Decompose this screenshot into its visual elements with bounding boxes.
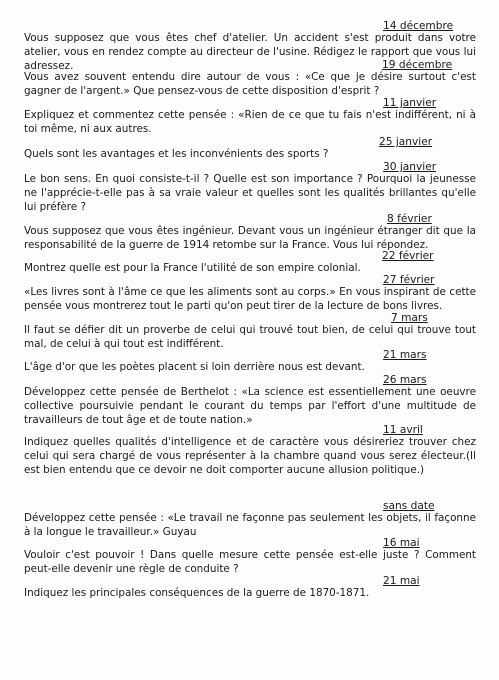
entry-date: 26 mars (383, 374, 427, 386)
entry-date: 30 janvier (383, 161, 437, 173)
entry-date: 27 février (383, 274, 435, 286)
entry-text: Vouloir c'est pouvoir ! Dans quelle mesure cette pensée est-elle juste ? Comment peut-elle devenir une règle de conduite ? (24, 549, 476, 575)
entry-date: sans date (383, 500, 435, 512)
entry-text: Développez cette pensée : «Le travail ne façonne pas seulement les objets, il façonne à la longue le travailleur.» Guyau (24, 512, 476, 538)
entry-date: 19 décembre (382, 59, 453, 71)
entry-date: 22 février (382, 250, 434, 262)
entry-date: 21 mai (383, 575, 420, 587)
entry-text: L'âge d'or que les poètes placent si loin derrière nous est devant. (24, 361, 365, 373)
entry-text: Quels sont les avantages et les inconvénients des sports ? (24, 148, 329, 160)
entry-text: Expliquez et commentez cette pensée : «Rien de ce que tu fais n'est indifférent, ni à toi même, ni aux autres. (24, 109, 476, 135)
entry-text: Développez cette pensée de Berthelot : «La science est essentiellement une oeuvre collective poursuivie pendant le courant du temps par l'effort d'une multitude de travailleurs de tout âge et de toute nation.» (24, 386, 476, 426)
entry-date: 21 mars (383, 349, 427, 361)
entry-text: Montrez quelle est pour la France l'utilité de son empire colonial. (24, 262, 361, 274)
entry-text: Vous avez souvent entendu dire autour de vous : «Ce que je désire surtout c'est gagner de l'argent.» Que pensez-vous de cette disposition d'esprit ? (24, 71, 476, 97)
entry-date: 16 mai (383, 537, 420, 549)
entry-date: 7 mars (391, 312, 428, 324)
entry-text: Vous supposez que vous êtes chef d'atelier. Un accident s'est produit dans votre atelier, vous en rendez compte au directeur de l'usine. Rédigez le rapport que vous lui adressez. (24, 32, 476, 72)
entry-text: Indiquez les principales conséquences de la guerre de 1870-1871. (24, 587, 370, 599)
entry-date: 11 avril (383, 424, 423, 436)
entry-text: Indiquez quelles qualités d'intelligence et de caractère vous désireriez trouver chez celui qui sera chargé de vous représenter à la chambre quand vous serez électeur.(Il est bien entendu que ce devoir ne doit comporter aucune allusion politique.) (24, 436, 476, 476)
entry-text: Il faut se défier dit un proverbe de celui qui trouvé tout bien, de celui qui trouve tout mal, de celui à qui tout est indifférent. (24, 324, 476, 350)
entry-date: 25 janvier (379, 136, 433, 148)
entry-date: 11 janvier (383, 97, 437, 109)
entry-text: «Les livres sont à l'âme ce que les aliments sont au corps.» En vous inspirant de cette pensée vous montrerez tout le parti qu'on peut tirer de la lecture de bons livres. (24, 286, 476, 312)
entry-text: Le bon sens. En quoi consiste-t-il ? Quelle est son importance ? Pourquoi la jeunesse ne l'apprécie-t-elle pas à sa vraie valeur et quelles sont les qualités brillantes qu'elle lui préfère ? (24, 173, 476, 213)
entry-date: 8 février (387, 213, 432, 225)
entry-text: Vous supposez que vous êtes ingénieur. Devant vous un ingénieur étranger dit que la responsabilité de la guerre de 1914 retombe sur la France. Vous lui répondez. (24, 225, 476, 251)
entry-date: 14 décembre (383, 20, 454, 32)
